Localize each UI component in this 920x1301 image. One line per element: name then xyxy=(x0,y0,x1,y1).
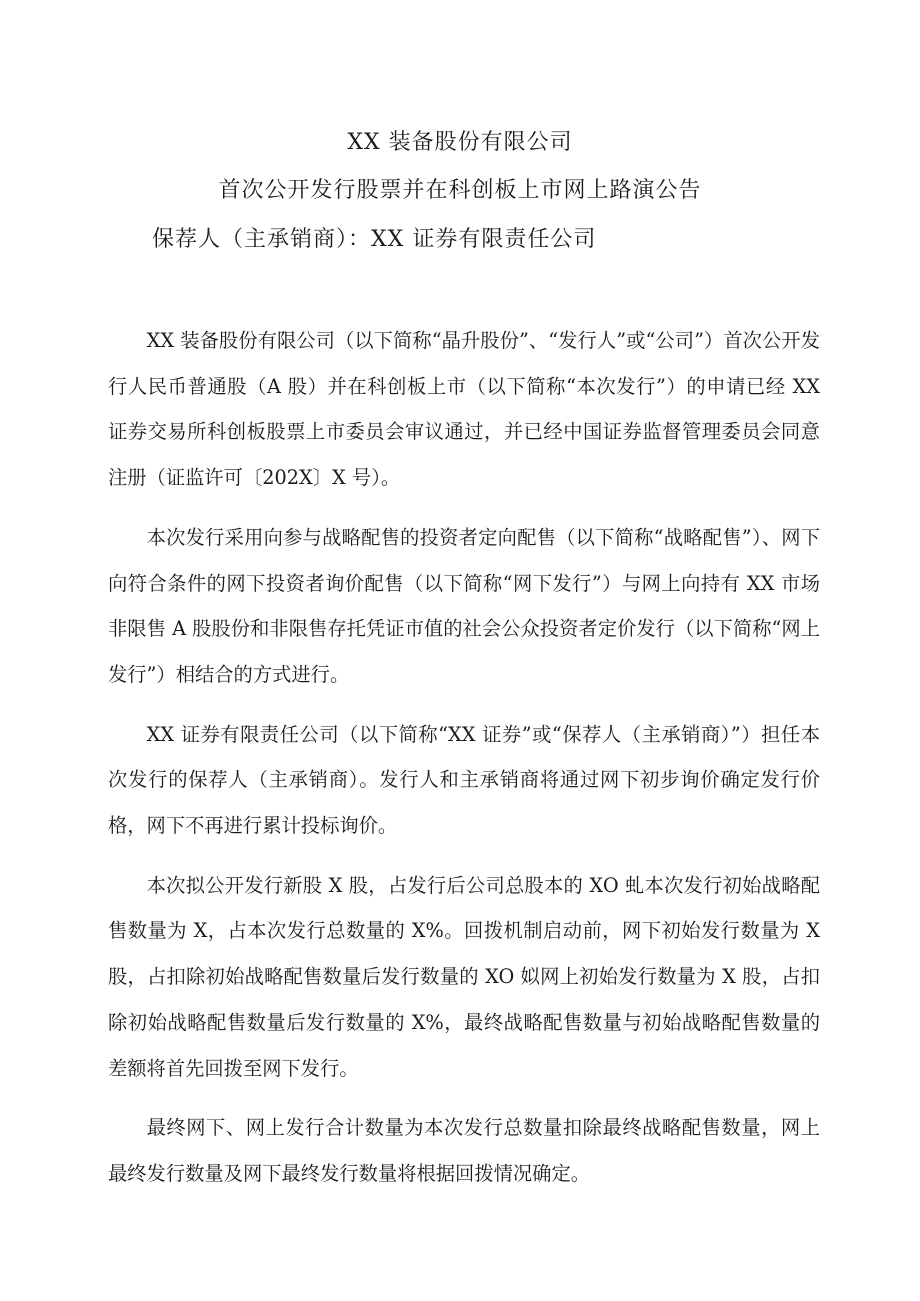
sponsor-line: 保荐人（主承销商）：XX 证券有限责任公司 xyxy=(152,227,597,252)
paragraph-sponsor-pricing: XX 证券有限责任公司（以下简称“XX 证券”或“保荐人（主承销商）”）担任本次发行的保荐人（主承销商）。发行人和主承销商将通过网下初步询价确定发行价格，网下不再进行累计投标询价。 xyxy=(108,722,820,838)
company-name-heading: XX 装备股份有限公司 xyxy=(347,130,573,155)
paragraph-issuance-method: 本次发行采用向参与战略配售的投资者定向配售（以下简称“战略配售”）、网下向符合条件的网下投资者询价配售（以下简称“网下发行”）与网上向持有 XX 市场非限售 A 股股份和非限售存托凭证市值的社会公众投资者定价发行（以下简称“网上发行”）相结合的方式进行。 xyxy=(108,525,820,686)
paragraph-final-allocation: 最终网下、网上发行合计数量为本次发行总数量扣除最终战略配售数量，网上最终发行数量及网下最终发行数量将根据回拨情况确定。 xyxy=(108,1116,820,1185)
announcement-body xyxy=(108,318,820,1197)
paragraph-issuer-approval: XX 装备股份有限公司（以下简称“晶升股份”、“发行人”或“公司”）首次公开发行人民币普通股（A 股）并在科创板上市（以下简称“本次发行”）的申请已经 XX 证券交易所科创板股票上市委员会审议通过，并已经中国证券监督管理委员会同意注册（证监许可〔202X〕X 号）。 xyxy=(108,329,820,490)
announcement-title: 首次公开发行股票并在科创板上市网上路演公告 xyxy=(218,178,702,203)
paragraph-share-allocation: 本次拟公开发行新股 X 股，占发行后公司总股本的 XO 虬本次发行初始战略配售数量为 X，占本次发行总数量的 X%。回拨机制启动前，网下初始发行数量为 X 股，占扣除初始战略配售数量后发行数量的 XO 姒网上初始发行数量为 X 股，占扣除初始战略配售数量后发行数量的 X%，最终战略配售数量与初始战略配售数量的差额将首先回拨至网下发行。 xyxy=(108,873,820,1080)
